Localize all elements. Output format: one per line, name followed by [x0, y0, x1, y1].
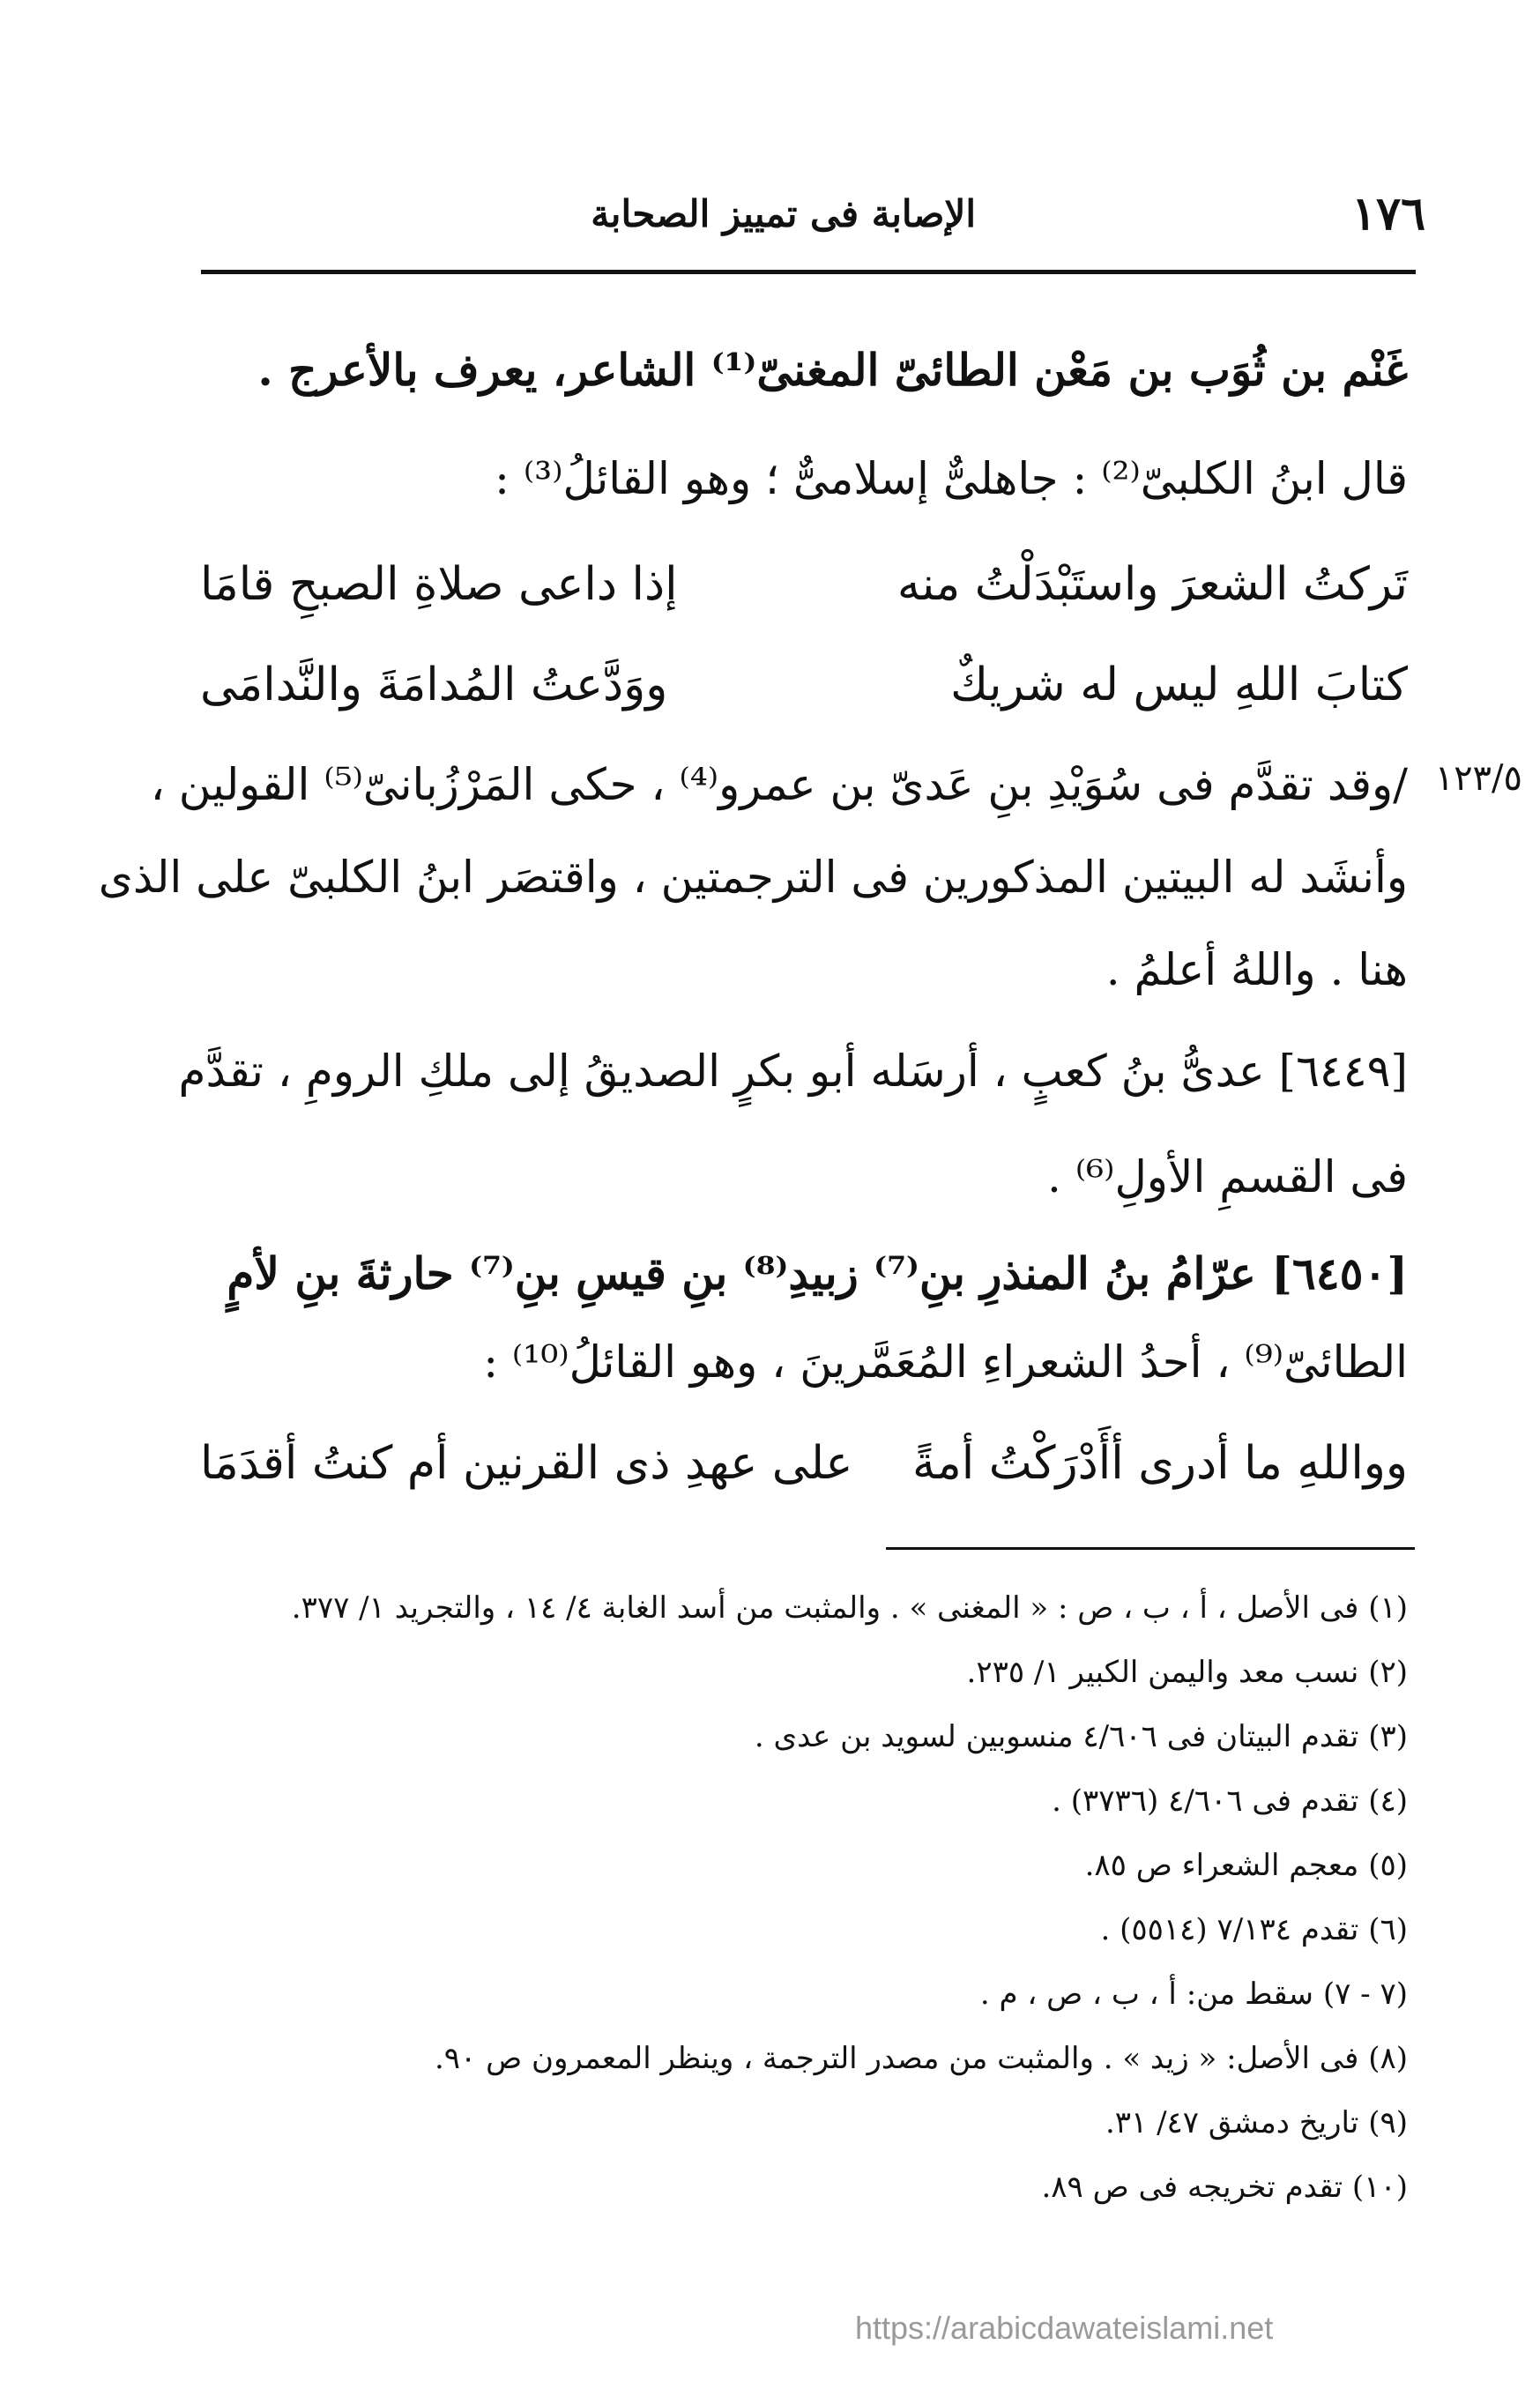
paragraph-1-line-1: /وقد تقدَّم فى سُوَيْدِ بنِ عَدىّ بن عمرو⁽⁴⁾ ، حكى المَرْزُبانىّ⁽⁵⁾ القولين ، [150, 759, 1408, 810]
entry-2-line-2: فى القسمِ الأولِ⁽⁶⁾ . [1047, 1151, 1408, 1202]
verse-2 [200, 654, 1408, 716]
footnote-9: (٩) تاريخ دمشق ٤٧/ ٣١. [1105, 2105, 1408, 2140]
entry-3-line-2: الطائىّ⁽⁹⁾ ، أحدُ الشعراءِ المُعَمَّرينَ ، وهو القائلُ⁽¹⁰⁾ : [483, 1336, 1408, 1388]
footnote-2: (٢) نسب معد واليمن الكبير ١/ ٢٣٥. [966, 1655, 1408, 1690]
verse-1 [200, 554, 1408, 615]
footnote-3: (٣) تقدم البيتان فى ٤/٦٠٦ منسوبين لسويد بن عدى . [754, 1719, 1408, 1754]
watermark-url: https://arabicdawateislami.net [855, 2310, 1274, 2346]
page-number: ١٧٦ [1351, 187, 1425, 241]
footnote-4: (٤) تقدم فى ٤/٦٠٦ (٣٧٣٦) . [1052, 1783, 1408, 1819]
footnote-8: (٨) فى الأصل: « زيد » . والمثبت من مصدر الترجمة ، وينظر المعمرون ص ٩٠. [434, 2041, 1408, 2076]
verse-1-hemistich-a: تَركتُ الشعرَ واستَبْدَلْتُ منه [896, 558, 1408, 611]
verse-1-hemistich-b: إذا داعى صلاةِ الصبحِ قامَا [200, 558, 678, 611]
footnote-1: (١) فى الأصل ، أ ، ب ، ص : « المغنى » . والمثبت من أسد الغابة ٤/ ١٤ ، والتجريد ١/ ٣٧٧. [291, 1590, 1408, 1626]
verse-3-hemistich-b: على عهدِ ذى القرنين أم كنتُ أقدَمَا [200, 1437, 853, 1490]
entry-1-line-1: غَنْم بن ثُوَب بن مَعْن الطائىّ المغنىّ⁽¹⁾ الشاعر، يعرف بالأعرج . [257, 344, 1408, 396]
entry-2-line-1: [٦٤٤٩] عدىُّ بنُ كعبٍ ، أرسَله أبو بكرٍ الصديقُ إلى ملكِ الرومِ ، تقدَّم [178, 1046, 1408, 1097]
book-title: الإصابة فى تمييز الصحابة [591, 192, 976, 235]
verse-3-hemistich-a: وواللهِ ما أدرى أأَدْرَكْتُ أمةً [912, 1437, 1408, 1490]
entry-1-line-2: قال ابنُ الكلبىّ⁽²⁾ : جاهلىٌّ إسلامىٌّ ؛ وهو القائلُ⁽³⁾ : [495, 453, 1408, 504]
verse-3 [200, 1433, 1408, 1494]
footnote-rule [886, 1547, 1415, 1550]
footnote-6: (٦) تقدم ٧/١٣٤ (٥٥١٤) . [1100, 1912, 1408, 1947]
verse-2-hemistich-a: كتابَ اللهِ ليس له شريكٌ [950, 659, 1408, 711]
footnote-10: (١٠) تقدم تخريجه فى ص ٨٩. [1041, 2170, 1408, 2205]
footnote-7: (٧ - ٧) سقط من: أ ، ب ، ص ، م . [979, 1976, 1408, 2012]
entry-3-line-1: [٦٤٥٠] عرّامُ بنُ المنذرِ بنِ⁽⁷⁾ زبيدِ⁽⁸⁾ بنِ قيسِ بنِ⁽⁷⁾ حارثةَ بنِ لأمٍ [227, 1247, 1408, 1299]
paragraph-1-line-3: هنا . واللهُ أعلمُ . [1105, 944, 1408, 995]
paragraph-1-line-2: وأنشَد له البيتين المذكورين فى الترجمتين ، واقتصَر ابنُ الكلبىّ على الذى [98, 852, 1408, 903]
margin-reference: ١٢٣/٥ [1434, 758, 1522, 799]
footnote-5: (٥) معجم الشعراء ص ٨٥. [1084, 1848, 1408, 1883]
header-rule [201, 270, 1416, 274]
verse-2-hemistich-b: ووَدَّعتُ المُدامَةَ والنَّدامَى [200, 659, 668, 711]
